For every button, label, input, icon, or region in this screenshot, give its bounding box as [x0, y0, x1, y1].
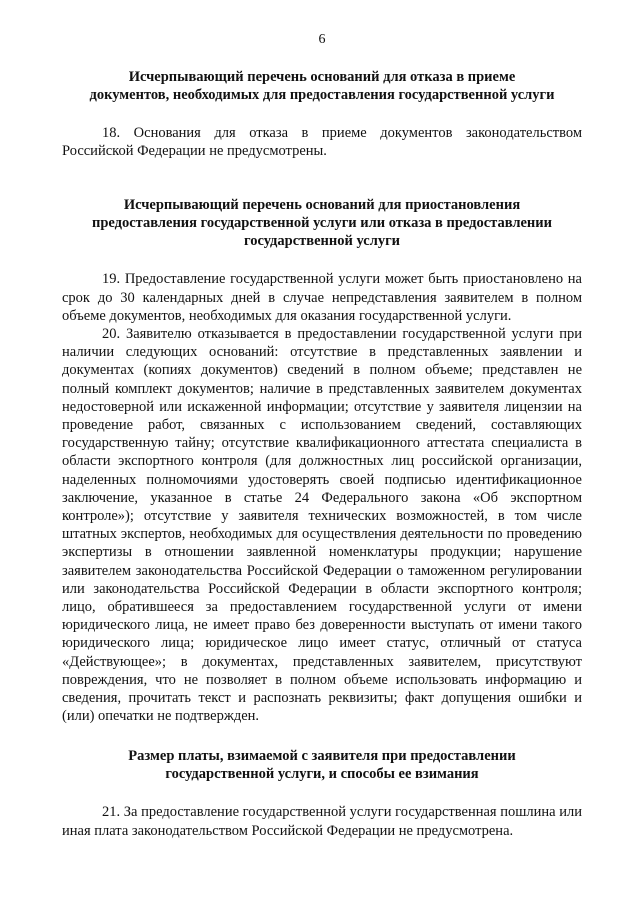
paragraph-18: 18. Основания для отказа в приеме документов законодательством Российской Федерации не предусмотрены. — [62, 125, 582, 160]
heading-line: государственной услуги — [243, 233, 401, 250]
page-number: 6 — [318, 32, 326, 47]
section-heading-suspension-refusal — [62, 196, 582, 250]
heading-line: предоставления государственной услуги или отказа в предоставлении — [92, 215, 552, 232]
heading-line: государственной услуги, и способы ее взимания — [165, 766, 479, 783]
section-heading-refusal-acceptance — [62, 68, 582, 104]
heading-line: Размер платы, взимаемой с заявителя при предоставлении — [128, 748, 516, 765]
paragraph-21: 21. За предоставление государственной услуги государственная пошлина или иная плата законодательством Российской Федерации не предусмотрена. — [62, 804, 582, 839]
heading-line: Исчерпывающий перечень оснований для отказа в приеме — [128, 69, 516, 85]
paragraph-20: 20. Заявителю отказывается в предоставлении государственной услуги при наличии следующих оснований: отсутствие в представленных заявлении и документах (копиях документов) сведений в полном объеме; представлен не полный комплект документов; наличие в представленных заявителем документах недостоверной или искаженной информации; отсутствие у заявителя лицензии на проведение работ, связанных с использованием сведений, составляющих государственную тайну; отсутствие квалификационного аттестата специалиста в области экспортного контроля (для должностных лиц российской организации, наделенных полномочиями удостоверять своей подписью идентификационное заключение, указанное в статье 24 Федерального закона «Об экспортном контроле»); отсутствие у заявителя технических возможностей, в том числе штатных экспертов, необходимых для осуществления деятельности по проведению экспертизы в отношении заявленной номенклатуры продукции; нарушение заявителем законодательства Российской Федерации о таможенном регулировании или законодательства Российской Федерации в области экспортного контроля; лицо, обратившееся за предоставлением государственной услуги от имени юридического лица, не имеет право без доверенности выступать от имени такого юридического лица; юридическое лицо имеет статус, отличный от статуса «Действующее»; в документах, представленных заявителем, присутствуют повреждения, что не позволяет в полном объеме использовать информацию и сведения, прочитать текст и распознать реквизиты; факт допущения ошибки и (или) опечатки не подтвержден. — [62, 326, 582, 725]
heading-line: Исчерпывающий перечень оснований для приостановления — [123, 197, 521, 214]
paragraph-19: 19. Предоставление государственной услуги может быть приостановлено на срок до 30 календарных дней в случае непредставления заявителем в полном объеме документов, необходимых для оказания государственной услуги. — [62, 271, 582, 324]
section-heading-fee — [62, 747, 582, 783]
heading-line: документов, необходимых для предоставления государственной услуги — [89, 87, 555, 103]
